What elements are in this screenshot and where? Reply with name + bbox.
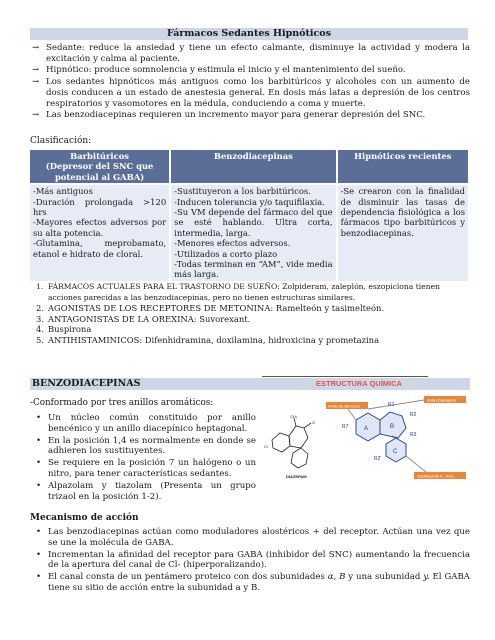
- definitions-list: [30, 43, 470, 121]
- structure-bullets: [30, 413, 256, 503]
- list-item: 2. AGONISTAS DE LOS RECEPTORES DE METONINA: Ramelteón y tasimelteón.: [36, 303, 385, 314]
- numbered-list: [30, 282, 470, 346]
- section-title: BENZODIACEPINAS: [30, 378, 470, 390]
- arrow-icon: →: [32, 65, 40, 76]
- table-header-hipnoticos: Hipnóticos recientes: [337, 150, 468, 184]
- table-header-row: [30, 150, 468, 184]
- list-item: • Un núcleo común constituido por anillo bencénico y un anillo diacepínico heptagonal.: [36, 413, 256, 434]
- list-item: • Se requiere en la posición 7 un halógeno o un nitro, para tener características sedantes.: [36, 458, 256, 479]
- svg-text:Cl: Cl: [264, 444, 268, 449]
- arrow-icon: →: [32, 43, 40, 53]
- classification-table: [30, 150, 468, 281]
- figure-title: ESTRUCTURA QUÍMICA: [316, 379, 402, 388]
- bullet-icon: •: [36, 413, 42, 423]
- conformado-text: -Conformado por tres anillos aromáticos:: [30, 398, 214, 408]
- definition-item: → Los sedantes hipnóticos más antiguos como los barbitúricos y alcoholes con un aumento de dosis conducen a un estado de anestesia general. En dosis más latas a depresión de los centros respiratorios y vasomotores en la médula, conduciendo a coma y muerte.: [32, 76, 470, 110]
- list-item: 3. ANTAGONISTAS DE LA OREXINA: Suvorexant.: [36, 313, 251, 324]
- list-item: • Alpazolam y tiazolam (Presenta un grupo trizaol en la posición 1-2).: [36, 480, 256, 502]
- svg-text:O: O: [312, 420, 316, 425]
- svg-text:A: A: [364, 426, 369, 432]
- svg-text:R2: R2: [410, 412, 417, 418]
- divider: [262, 376, 428, 377]
- list-item: 5. ANTIHISTAMINICOS: Difenhidramina, doxilamina, hidroxicina y prometazina: [36, 334, 380, 345]
- bullet-icon: •: [36, 480, 42, 491]
- list-item: • En la posición 1,4 es normalmente en donde se adhieren los sustituyentes.: [36, 435, 256, 457]
- table-cell-barbituricos: -Más antiguos -Duración prolongada >120 hrs -Mayores efectos adversos por su alta potencia. -Glutamina, meprobamato, etanol e hidrato de cloral.: [30, 184, 170, 281]
- list-item: • Las benzodiacepinas actúan como moduladores alostéricos + del receptor. Actúan una vez que se une la molécula de GABA.: [36, 527, 470, 548]
- bullet-icon: •: [36, 572, 42, 583]
- table-header-barbituricos: Barbitúricos (Depresor del SNC que potencial al GABA): [30, 150, 170, 184]
- page-title: Fármacos Sedantes Hipnóticos: [30, 28, 468, 40]
- definition-item: → Hipnótico: produce somnolencia y estimula el inicio y el mantenimiento del sueño.: [32, 65, 406, 76]
- mecanismo-title: Mecanismo de acción: [30, 513, 139, 523]
- table-cell-benzodiacepinas: -Sustituyeron a los barbitúricos. -Inducen tolerancia y/o taquifilaxia. -Su VM depende del fármaco del que se esté hablando. Ultra corta, intermedia, larga. -Menores efectos adversos. -Utilizados a corto plazo -Todas terminan en “AM”, vide media más larga.: [170, 184, 336, 281]
- svg-text:C: C: [393, 449, 398, 455]
- list-item: 1. FÁRMACOS ACTUALES PARA EL TRASTORNO DE SUEÑO: Zolpideram, zaleplón, eszopiclona tienen acciones parecidas a las benzodiacepinas, pero no tienen estructuras similares.: [36, 282, 440, 302]
- list-item: • El canal consta de un pentámero proteico con dos subunidades α, B y una subunidad y. El GABA tiene su sitio de acción entre la subunidad a y B.: [36, 572, 470, 593]
- svg-text:R2': R2': [374, 456, 382, 462]
- svg-text:Anillo Diacepina: Anillo Diacepina: [427, 397, 456, 403]
- arrow-icon: →: [32, 110, 40, 121]
- svg-text:Anillo de Benceno: Anillo de Benceno: [328, 403, 361, 409]
- svg-text:R1: R1: [388, 402, 395, 408]
- bullet-icon: •: [36, 527, 42, 537]
- definition-item: → Las benzodiacepinas requieren un incremento mayor para generar depresión del SNC.: [32, 110, 426, 121]
- list-item: • Incrementan la afinidad del receptor para GABA (inhibidor del SNC) aumentando la frecuencia de la apertura del canal de Cl- (hiperporalizando).: [36, 549, 470, 571]
- bullet-icon: •: [36, 435, 42, 446]
- bullet-icon: •: [36, 458, 42, 469]
- svg-text:R3: R3: [410, 432, 417, 438]
- definition-item: → Sedante: reduce la ansiedad y tiene un efecto calmante, disminuye la actividad y modera la excitación y calma al paciente.: [32, 43, 470, 65]
- diazepam-label: DIAZEPAM: [286, 474, 307, 479]
- svg-text:Sustituyente 5 - Arilo: Sustituyente 5 - Arilo: [417, 473, 454, 479]
- list-item: 4. Buspirona: [36, 324, 92, 335]
- classification-label: Clasificación:: [30, 136, 92, 146]
- diazepam-structure: [272, 418, 311, 468]
- arrow-icon: →: [32, 76, 40, 87]
- table-row: [30, 184, 468, 281]
- svg-text:CH₃: CH₃: [290, 414, 298, 419]
- mecanismo-bullets: [30, 527, 470, 595]
- bullet-icon: •: [36, 549, 42, 560]
- svg-text:R7: R7: [342, 424, 349, 430]
- svg-text:B: B: [390, 424, 395, 430]
- table-cell-hipnoticos: -Se crearon con la finalidad de disminuir las tasas de dependencia fisiológica a los fármacos tipo barbitúricos y benzodiacepinas.: [337, 184, 468, 281]
- table-header-benzodiacepinas: Benzodiacepinas: [170, 150, 336, 184]
- chemical-structure-figure: [256, 378, 470, 494]
